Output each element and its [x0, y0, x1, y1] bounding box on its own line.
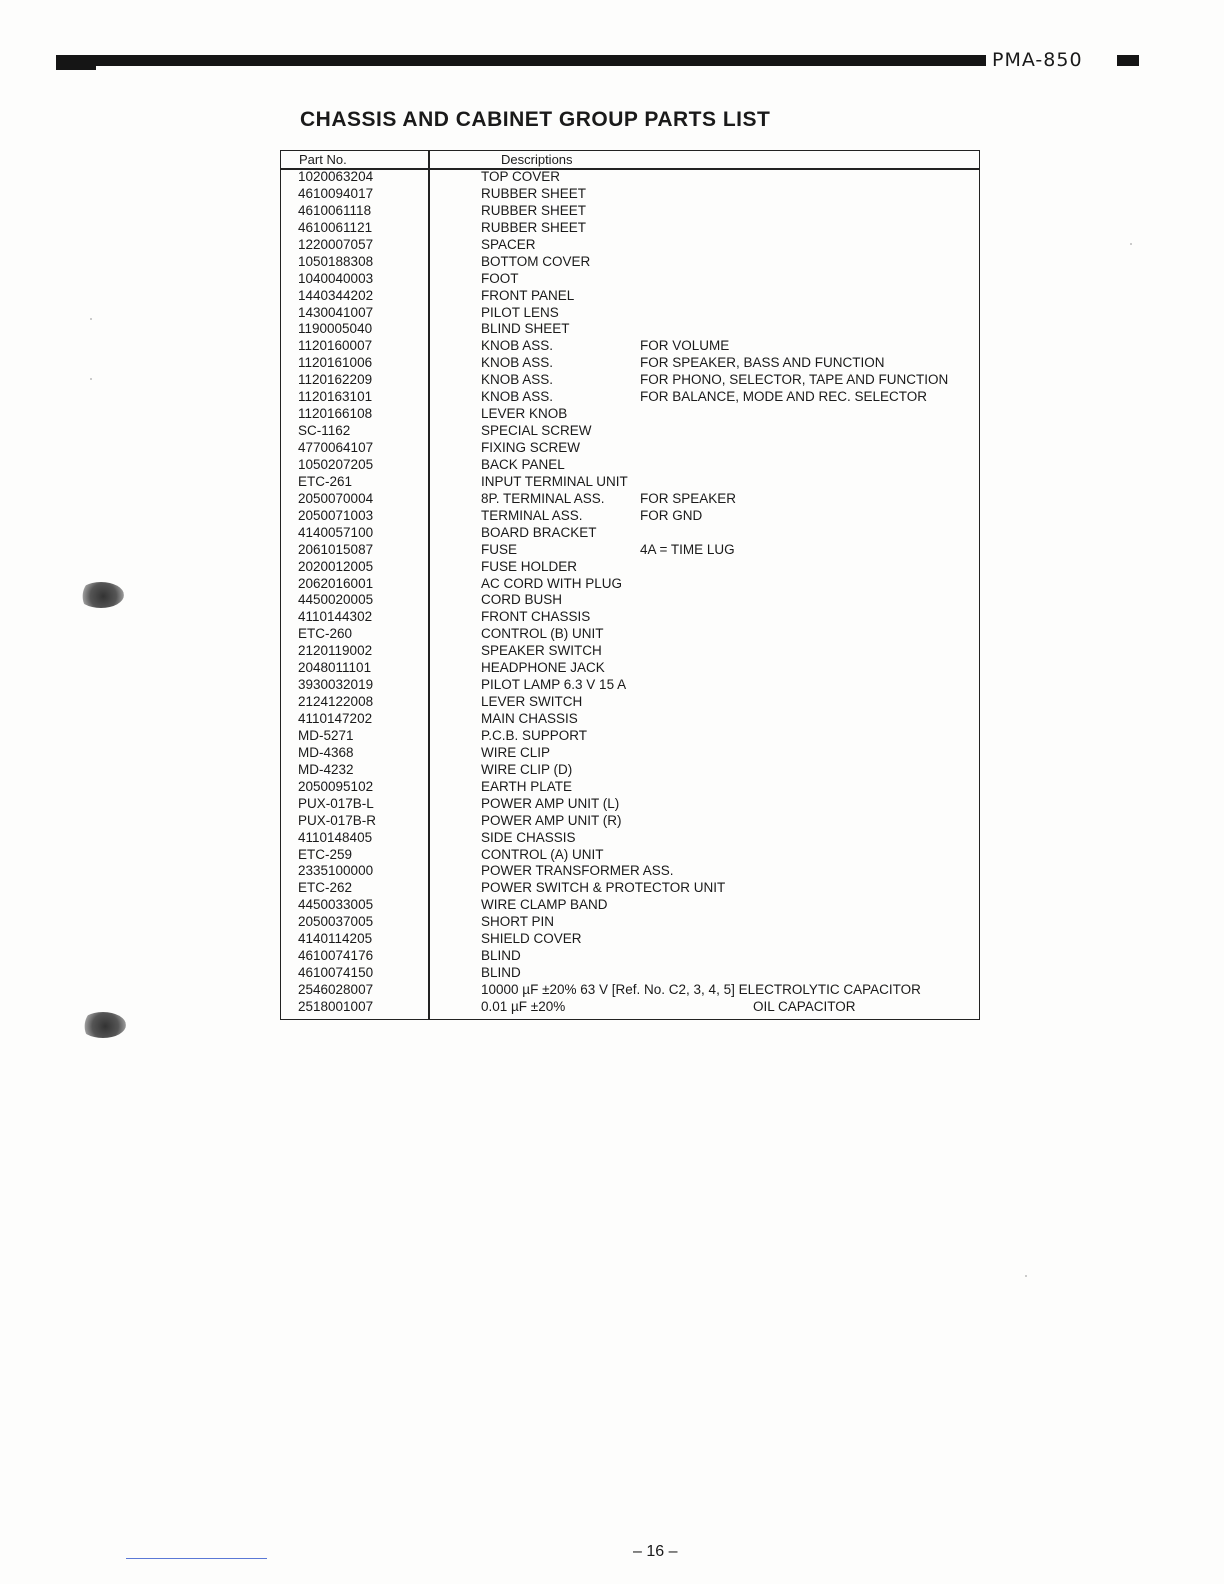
- table-row: [281, 491, 979, 508]
- description-cell: CONTROL (B) UNIT: [481, 626, 604, 642]
- part-number-cell: 4610074150: [298, 965, 374, 981]
- table-row: [281, 338, 979, 355]
- part-number-cell: 1050207205: [298, 456, 374, 472]
- table-row: [281, 897, 979, 914]
- part-number-cell: 2050095102: [298, 778, 374, 794]
- description-cell: RUBBER SHEET: [481, 185, 587, 201]
- table-row: [281, 948, 979, 965]
- description-cell: LEVER KNOB: [481, 406, 568, 422]
- part-number-cell: 2062016001: [298, 575, 374, 591]
- part-number-cell: 4770064107: [298, 440, 374, 455]
- description-cell: PILOT LAMP 6.3 V 15 A: [481, 677, 627, 693]
- table-row: [281, 559, 979, 576]
- description-cell: 8P. TERMINAL ASS.: [481, 490, 605, 506]
- part-number-cell: 1020063204: [298, 169, 374, 184]
- part-number-cell: 3930032019: [298, 677, 374, 693]
- part-number-cell: 4110147202: [298, 711, 373, 726]
- description-cell: HEADPHONE JACK: [481, 660, 605, 676]
- table-row: [281, 440, 979, 457]
- note-cell: FOR PHONO, SELECTOR, TAPE AND FUNCTION: [640, 372, 949, 388]
- part-number-cell: 4140057100: [298, 524, 374, 540]
- parts-rows: [281, 169, 979, 1016]
- table-row: [281, 220, 979, 237]
- scan-speck: [1025, 1275, 1027, 1277]
- description-cell: FOOT: [481, 270, 519, 286]
- part-number-cell: 1220007057: [298, 236, 374, 252]
- table-row: [281, 847, 979, 864]
- column-header-descriptions: Descriptions: [501, 152, 573, 167]
- description-cell: BACK PANEL: [481, 456, 565, 472]
- part-number-cell: 2048011101: [298, 660, 372, 676]
- part-number-cell: 2546028007: [298, 982, 374, 997]
- description-cell: SIDE CHASSIS: [481, 829, 576, 845]
- description-cell: INPUT TERMINAL UNIT: [481, 473, 628, 489]
- note-cell: FOR BALANCE, MODE AND REC. SELECTOR: [640, 389, 928, 405]
- description-cell: RUBBER SHEET: [481, 202, 587, 218]
- part-number-cell: 2050037005: [298, 914, 374, 930]
- description-cell: FRONT CHASSIS: [481, 609, 591, 625]
- part-number-cell: 1120163101: [298, 389, 373, 405]
- description-cell: POWER TRANSFORMER ASS.: [481, 863, 674, 879]
- table-row: [281, 237, 979, 254]
- part-number-cell: 1120160007: [298, 338, 373, 354]
- binder-hole-mark: [80, 1012, 126, 1038]
- description-cell: WIRE CLIP (D): [481, 761, 573, 777]
- part-number-cell: 4610074176: [298, 948, 374, 964]
- table-row: [281, 999, 979, 1016]
- table-row: [281, 694, 979, 711]
- part-number-cell: 1440344202: [298, 287, 374, 303]
- description-cell: BLIND SHEET: [481, 321, 570, 337]
- table-row: [281, 592, 979, 609]
- description-cell: KNOB ASS.: [481, 389, 554, 405]
- description-cell: 0.01 µF ±20%: [481, 998, 566, 1014]
- description-cell: KNOB ASS.: [481, 355, 554, 371]
- part-number-cell: 4450033005: [298, 897, 374, 913]
- table-row: [281, 863, 979, 880]
- note-cell: FOR SPEAKER, BASS AND FUNCTION: [640, 355, 885, 371]
- description-cell: LEVER SWITCH: [481, 694, 583, 710]
- part-number-cell: 2335100000: [298, 863, 374, 879]
- part-number-cell: 4450020005: [298, 592, 374, 608]
- table-row: [281, 830, 979, 847]
- table-row: [281, 813, 979, 830]
- table-row: [281, 372, 979, 389]
- table-row: [281, 728, 979, 745]
- description-cell: FUSE: [481, 541, 518, 557]
- table-row: [281, 626, 979, 643]
- part-number-cell: 4610094017: [298, 185, 374, 201]
- part-number-cell: 4610061121: [298, 219, 373, 235]
- extra-note-cell: OIL CAPACITOR: [753, 998, 856, 1014]
- part-number-cell: 1190005040: [298, 321, 373, 337]
- part-number-cell: 2050070004: [298, 490, 374, 506]
- description-cell: WIRE CLIP: [481, 744, 551, 760]
- description-cell: FIXING SCREW: [481, 440, 581, 455]
- description-cell: MAIN CHASSIS: [481, 711, 578, 726]
- part-number-cell: 2518001007: [298, 998, 374, 1014]
- description-cell: POWER SWITCH & PROTECTOR UNIT: [481, 880, 726, 896]
- table-row: [281, 982, 979, 999]
- note-cell: FOR GND: [640, 507, 703, 523]
- table-row: [281, 254, 979, 271]
- table-row: [281, 542, 979, 559]
- table-row: [281, 423, 979, 440]
- table-row: [281, 186, 979, 203]
- table-row: [281, 525, 979, 542]
- part-number-cell: ETC-261: [298, 473, 353, 489]
- table-row: [281, 508, 979, 525]
- table-row: [281, 305, 979, 322]
- table-row: [281, 271, 979, 288]
- table-row: [281, 677, 979, 694]
- description-cell: BLIND: [481, 948, 521, 964]
- description-cell: CONTROL (A) UNIT: [481, 846, 604, 862]
- parts-table: [280, 150, 980, 1020]
- description-cell: TERMINAL ASS.: [481, 507, 583, 523]
- table-row: [281, 965, 979, 982]
- description-cell: PILOT LENS: [481, 304, 559, 320]
- table-row: [281, 457, 979, 474]
- part-number-cell: PUX-017B-L: [298, 795, 374, 811]
- part-number-cell: SC-1162: [298, 423, 351, 439]
- header-rule-bar: [56, 55, 986, 66]
- description-cell: SPEAKER SWITCH: [481, 643, 602, 659]
- table-row: [281, 474, 979, 491]
- table-row: [281, 779, 979, 796]
- description-cell: SPECIAL SCREW: [481, 423, 592, 439]
- description-cell: SHIELD COVER: [481, 931, 582, 947]
- part-number-cell: 4110148405: [298, 829, 373, 845]
- description-cell: RUBBER SHEET: [481, 219, 587, 235]
- description-cell: AC CORD WITH PLUG: [481, 575, 623, 591]
- description-cell: KNOB ASS.: [481, 338, 554, 354]
- note-cell: 4A = TIME LUG: [640, 541, 735, 557]
- description-cell: CORD BUSH: [481, 592, 563, 608]
- part-number-cell: 2020012005: [298, 558, 374, 574]
- table-row: [281, 796, 979, 813]
- description-cell: WIRE CLAMP BAND: [481, 897, 608, 913]
- note-cell: FOR SPEAKER: [640, 490, 737, 506]
- description-cell: POWER AMP UNIT (L): [481, 795, 620, 811]
- description-cell: EARTH PLATE: [481, 778, 573, 794]
- table-row: [281, 660, 979, 677]
- part-number-cell: 2124122008: [298, 694, 374, 710]
- part-number-cell: PUX-017B-R: [298, 812, 377, 828]
- description-cell: 10000 µF ±20% 63 V [Ref. No. C2, 3, 4, 5] ELECTROLYTIC CAPACITOR: [481, 982, 921, 997]
- part-number-cell: ETC-262: [298, 880, 353, 896]
- column-header-part-no: Part No.: [299, 152, 347, 167]
- footer-link-rule: [126, 1558, 267, 1559]
- note-cell: FOR VOLUME: [640, 338, 730, 354]
- table-row: [281, 288, 979, 305]
- table-row: [281, 931, 979, 948]
- description-cell: BOARD BRACKET: [481, 524, 597, 540]
- table-row: [281, 711, 979, 728]
- table-row: [281, 762, 979, 779]
- part-number-cell: 1120162209: [298, 372, 373, 388]
- part-number-cell: 1040040003: [298, 270, 374, 286]
- description-cell: FUSE HOLDER: [481, 558, 578, 574]
- description-cell: POWER AMP UNIT (R): [481, 812, 622, 828]
- part-number-cell: 1050188308: [298, 253, 374, 269]
- scan-speck: [1130, 243, 1132, 245]
- part-number-cell: 1120166108: [298, 406, 373, 422]
- header-end-block: [1117, 55, 1139, 66]
- description-cell: KNOB ASS.: [481, 372, 554, 388]
- description-cell: TOP COVER: [481, 169, 561, 184]
- table-row: [281, 321, 979, 338]
- table-row: [281, 880, 979, 897]
- page-title: CHASSIS AND CABINET GROUP PARTS LIST: [300, 108, 771, 131]
- part-number-cell: ETC-260: [298, 626, 353, 642]
- table-row: [281, 745, 979, 762]
- part-number-cell: MD-5271: [298, 727, 354, 743]
- part-number-cell: MD-4232: [298, 761, 354, 777]
- part-number-cell: MD-4368: [298, 744, 354, 760]
- table-row: [281, 609, 979, 626]
- scan-speck: [90, 378, 92, 380]
- table-row: [281, 355, 979, 372]
- table-row: [281, 406, 979, 423]
- description-cell: BOTTOM COVER: [481, 253, 591, 269]
- part-number-cell: 1120161006: [298, 355, 373, 371]
- part-number-cell: 2061015087: [298, 541, 374, 557]
- description-cell: SHORT PIN: [481, 914, 555, 930]
- description-cell: SPACER: [481, 236, 536, 252]
- part-number-cell: 1430041007: [298, 304, 374, 320]
- model-number: PMA-850: [992, 49, 1083, 71]
- part-number-cell: 4610061118: [298, 202, 372, 218]
- table-row: [281, 169, 979, 186]
- table-row: [281, 576, 979, 593]
- table-row: [281, 389, 979, 406]
- binder-hole-mark: [78, 582, 124, 608]
- part-number-cell: 4140114205: [298, 931, 373, 947]
- header-rule-bar-tail: [56, 66, 96, 70]
- scan-speck: [90, 318, 92, 320]
- part-number-cell: 4110144302: [298, 609, 373, 625]
- table-row: [281, 914, 979, 931]
- description-cell: BLIND: [481, 965, 521, 981]
- part-number-cell: ETC-259: [298, 846, 353, 862]
- page-number: – 16 –: [633, 1543, 678, 1560]
- part-number-cell: 2120119002: [298, 643, 373, 659]
- table-row: [281, 643, 979, 660]
- description-cell: FRONT PANEL: [481, 287, 575, 303]
- table-row: [281, 203, 979, 220]
- part-number-cell: 2050071003: [298, 507, 374, 523]
- description-cell: P.C.B. SUPPORT: [481, 727, 588, 743]
